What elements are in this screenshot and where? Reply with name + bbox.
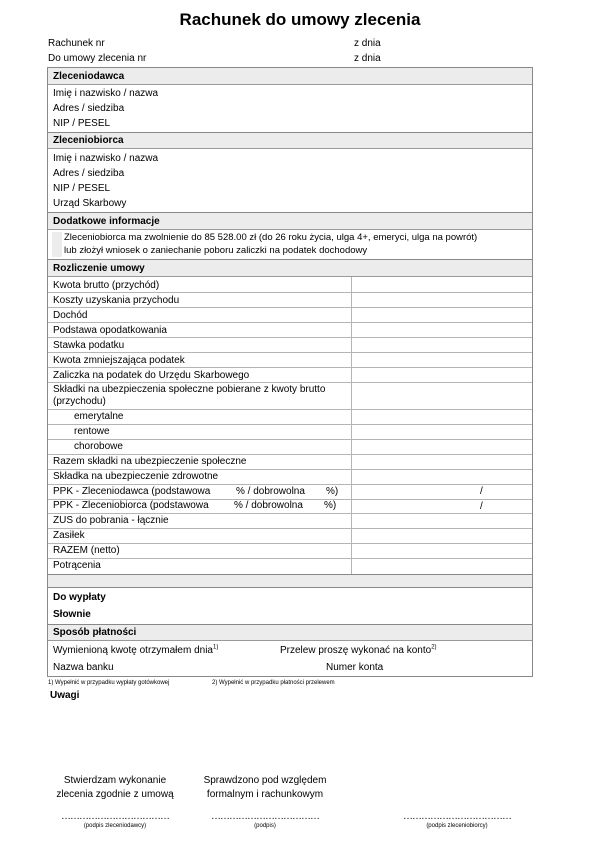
footnote-2-marker: 2)	[212, 680, 218, 686]
row-divider	[48, 543, 532, 544]
row-divider	[48, 454, 532, 455]
row-divider	[48, 307, 532, 308]
settlement-row-health: Składka na ubezpieczenie zdrowotne	[53, 471, 219, 482]
principal-nip-label: NIP / PESEL	[53, 118, 111, 129]
to-pay-label: Do wypłaty	[53, 592, 106, 603]
settlement-row-tax-base: Podstawa opodatkowania	[53, 325, 167, 336]
settlement-row-social-total: Razem składki na ubezpieczenie społeczne	[53, 456, 247, 467]
row-divider	[48, 513, 532, 514]
row-divider	[48, 352, 532, 353]
settlement-row-zus-total: ZUS do pobrania - łącznie	[53, 515, 169, 526]
row-divider	[48, 409, 532, 410]
bill-date-label: z dnia	[354, 38, 381, 49]
signature-2-dots: ………………………………	[211, 811, 319, 822]
ppk-principal-end: %)	[326, 486, 339, 497]
contractor-heading: Zleceniobiorca	[53, 135, 124, 146]
ppk-principal-slash: /	[480, 486, 483, 497]
signature-1-dots: ………………………………	[61, 811, 169, 822]
row-divider	[48, 469, 532, 470]
settlement-sub-pension: emerytalne	[74, 411, 124, 422]
transfer-text: Przelew proszę wykonać na konto	[280, 645, 432, 656]
settlement-row-tax-rate: Stawka podatku	[53, 340, 125, 351]
signature-1-caption: (podpis zleceniodawcy)	[83, 823, 147, 829]
additional-text-line2: lub złożył wniosek o zaniechanie poboru zaliczki na podatek dochodowy	[64, 245, 368, 256]
remarks-label: Uwagi	[50, 690, 80, 701]
settlement-row-tax-advance: Zaliczka na podatek do Urzędu Skarbowego	[53, 370, 250, 381]
footnote-1-marker: 1)	[48, 680, 54, 686]
settlement-social-label-2: (przychodu)	[53, 396, 106, 407]
row-divider	[48, 367, 532, 368]
checkbox-area[interactable]	[52, 232, 62, 257]
row-divider	[48, 484, 532, 485]
settlement-row-deductions: Potrącenia	[53, 560, 101, 571]
ppk-contractor-end: %)	[324, 500, 337, 511]
signature-2-caption: (podpis)	[254, 823, 276, 829]
cash-receipt-label	[53, 645, 218, 657]
row-divider	[48, 424, 532, 425]
signature-1-line2: zlecenia zgodnie z umową	[56, 789, 174, 800]
footnote-ref: 1)	[212, 644, 219, 651]
row-divider	[48, 382, 532, 383]
bill-number-label: Rachunek nr	[48, 38, 105, 49]
payment-heading: Sposób płatności	[53, 627, 137, 638]
divider	[47, 587, 533, 588]
ppk-contractor-label: PPK - Zleceniobiorca (podstawowa	[53, 500, 209, 511]
contract-date-label: z dnia	[354, 53, 381, 64]
principal-heading: Zleceniodawca	[53, 71, 125, 82]
settlement-heading: Rozliczenie umowy	[53, 263, 145, 274]
row-divider	[48, 439, 532, 440]
footnote-2-text: Wypełnić w przypadku płatności przelewem	[219, 680, 335, 686]
settlement-social-label-1: Składki na ubezpieczenia społeczne pobierane z kwoty brutto	[53, 384, 326, 395]
settlement-sub-sickness: chorobowe	[74, 441, 123, 452]
signature-3-caption: (podpis zleceniobiorcy)	[426, 823, 488, 829]
ppk-principal-label: PPK - Zleceniodawca (podstawowa	[53, 486, 211, 497]
row-divider	[48, 528, 532, 529]
settlement-row-tax-reduction: Kwota zmniejszająca podatek	[53, 355, 185, 366]
row-divider	[48, 337, 532, 338]
in-words-label: Słownie	[53, 609, 91, 620]
footnote-1	[48, 679, 169, 687]
page-title: Rachunek do umowy zlecenia	[179, 10, 421, 29]
contractor-name-label: Imię i nazwisko / nazwa	[53, 153, 159, 164]
row-divider	[48, 292, 532, 293]
principal-address-label: Adres / siedziba	[53, 103, 125, 114]
transfer-label	[280, 645, 437, 657]
settlement-sub-disability: rentowe	[74, 426, 110, 437]
contractor-address-label: Adres / siedziba	[53, 168, 125, 179]
ppk-contractor-slash: /	[480, 501, 483, 512]
additional-text-line1: Zleceniobiorca ma zwolnienie do 85 528.00 zł (do 26 roku życia, ulga 4+, emeryci, ulga na powrót)	[64, 232, 478, 243]
footnote-ref: 2)	[431, 644, 437, 651]
footnote-1-text: Wypełnić w przypadku wypłaty gotówkowej	[55, 680, 170, 686]
account-number-label: Numer konta	[326, 662, 384, 673]
contract-number-label: Do umowy zlecenia nr	[48, 53, 147, 64]
row-divider	[48, 558, 532, 559]
settlement-row-gross: Kwota brutto (przychód)	[53, 280, 160, 291]
spacer-band	[48, 575, 532, 587]
settlement-row-net: RAZEM (netto)	[53, 545, 120, 556]
signature-3-dots: ………………………………	[403, 811, 511, 822]
bank-name-label: Nazwa banku	[53, 662, 114, 673]
ppk-contractor-mid: % / dobrowolna	[234, 500, 303, 511]
ppk-principal-mid: % / dobrowolna	[236, 486, 305, 497]
signature-1-line1: Stwierdzam wykonanie	[63, 775, 167, 786]
signature-2-line2: formalnym i rachunkowym	[206, 789, 324, 800]
row-divider	[48, 322, 532, 323]
contractor-tax-office-label: Urząd Skarbowy	[53, 198, 127, 209]
settlement-row-costs: Koszty uzyskania przychodu	[53, 295, 180, 306]
contractor-nip-label: NIP / PESEL	[53, 183, 111, 194]
cash-receipt-text: Wymienioną kwotę otrzymałem dnia	[53, 645, 213, 656]
settlement-row-benefit: Zasiłek	[53, 530, 85, 541]
signature-2-line1: Sprawdzono pod względem	[203, 775, 327, 786]
settlement-row-income: Dochód	[53, 310, 88, 321]
footnote-2	[212, 679, 335, 687]
principal-name-label: Imię i nazwisko / nazwa	[53, 88, 159, 99]
additional-heading: Dodatkowe informacje	[53, 216, 160, 227]
